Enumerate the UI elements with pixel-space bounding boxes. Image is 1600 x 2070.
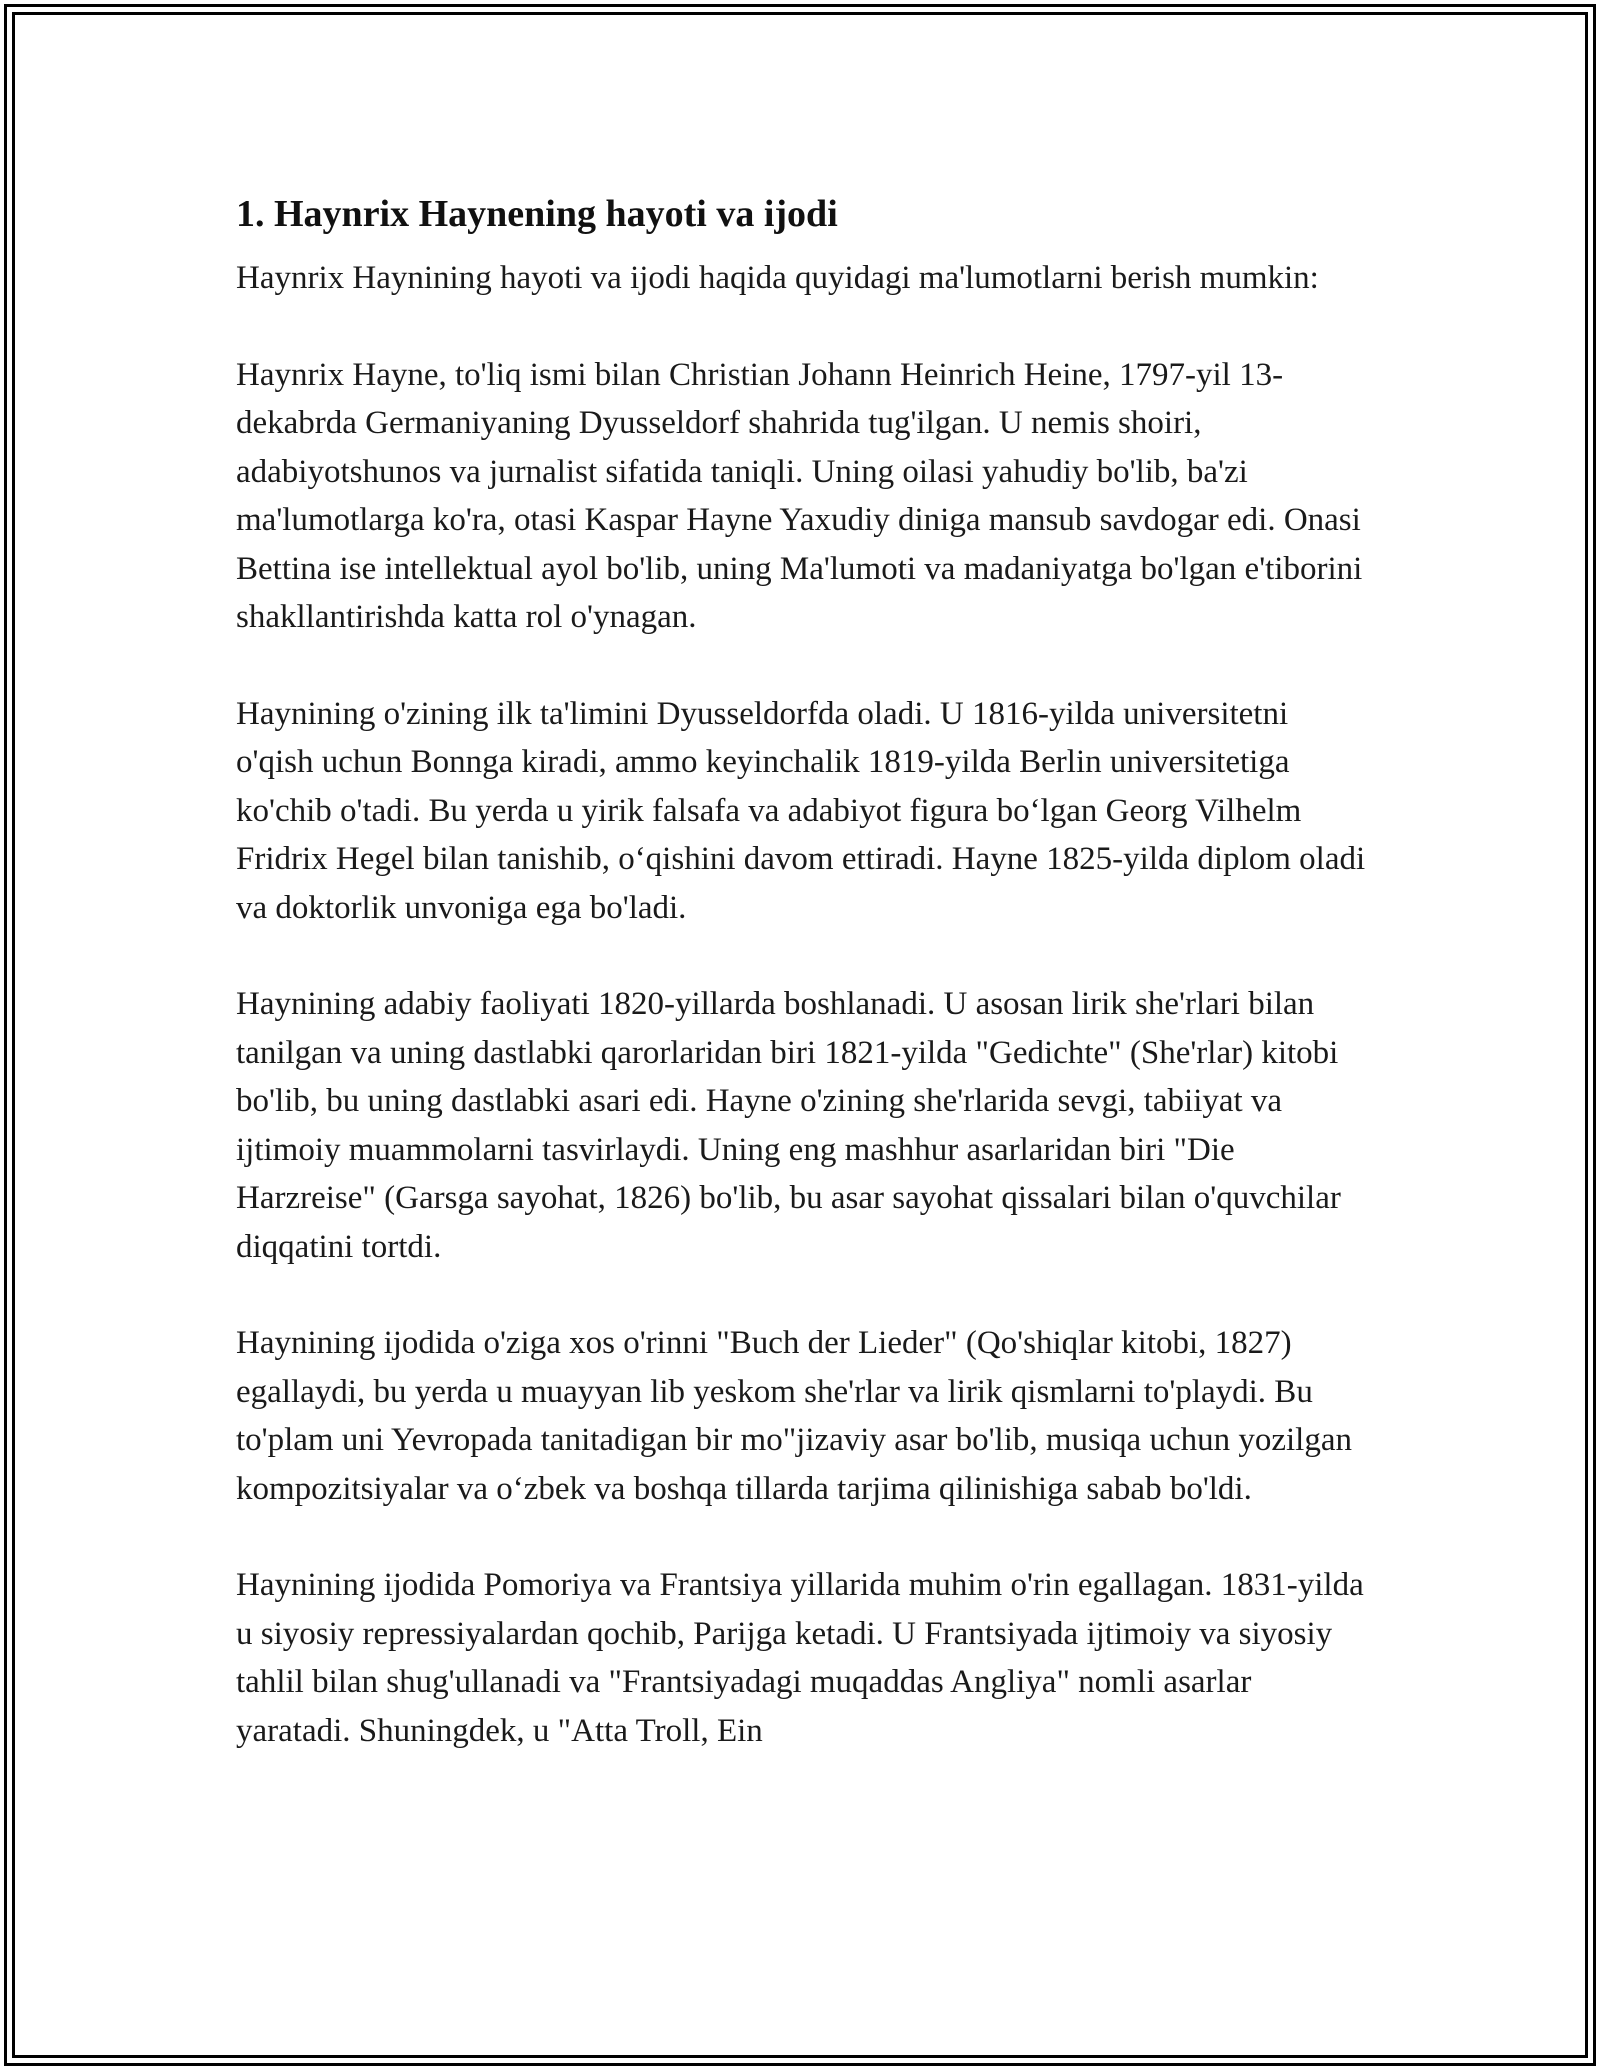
intro-paragraph: Haynrix Haynining hayoti va ijodi haqida quyidagi ma'lumotlarni berish mumkin:	[236, 260, 1319, 296]
section-heading: 1. Haynrix Haynening hayoti va ijodi	[236, 193, 838, 235]
document-body	[236, 186, 1366, 1803]
education-paragraph: Haynining o'zining ilk ta'limini Dyusseldorfda oladi. U 1816-yilda universitetni o'qish uchun Bonnga kiradi, ammo keyinchalik 1819-yilda Berlin universitetiga ko'chib o'tadi. Bu yerda u yirik falsafa va adabiyot figura bo‘lgan Georg Vilhelm Fridrix Hegel bilan tanishib, o‘qishini davom ettiradi. Hayne 1825-yilda diplom oladi va doktorlik unvoniga ega bo'ladi.	[236, 695, 1366, 926]
buch-der-lieder-paragraph: Haynining ijodida o'ziga xos o'rinni "Buch der Lieder" (Qo'shiqlar kitobi, 1827) egallaydi, bu yerda u muayyan lib yeskom she'rlar va lirik qismlarni to'playdi. Bu to'plam uni Yevropada tanitadigan bir mo"jizaviy asar bo'lib, musiqa uchun yozilgan kompozitsiyalar va o‘zbek va boshqa tillarda tarjima qilinishiga sabab bo'ldi.	[236, 1325, 1352, 1507]
literary-career-paragraph: Haynining adabiy faoliyati 1820-yillarda boshlanadi. U asosan lirik she'rlari bilan tanilgan va uning dastlabki qarorlaridan biri 1821-yilda "Gedichte" (She'rlar) kitobi bo'lib, bu uning dastlabki asari edi. Hayne o'zining she'rlarida sevgi, tabiiyat va ijtimoiy muammolarni tasvirlaydi. Uning eng mashhur asarlaridan biri "Die Harzreise" (Garsga sayohat, 1826) bo'lib, bu asar sayohat qissalari bilan o'quvchilar diqqatini tortdi.	[236, 986, 1341, 1265]
france-years-paragraph: Haynining ijodida Pomoriya va Frantsiya yillarida muhim o'rin egallagan. 1831-yilda u siyosiy repressiyalardan qochib, Parijga ketadi. U Frantsiyada ijtimoiy va siyosiy tahlil bilan shug'ullanadi va "Frantsiyadagi muqaddas Angliya" nomli asarlar yaratadi. Shuningdek, u "Atta Troll, Ein	[236, 1567, 1364, 1749]
biography-paragraph: Haynrix Hayne, to'liq ismi bilan Christian Johann Heinrich Heine, 1797-yil 13-dekabrda Germaniyaning Dyusseldorf shahrida tug'ilgan. U nemis shoiri, adabiyotshunos va jurnalist sifatida taniqli. Uning oilasi yahudiy bo'lib, ba'zi ma'lumotlarga ko'ra, otasi Kaspar Hayne Yaxudiy diniga mansub savdogar edi. Onasi Bettina ise intellektual ayol bo'lib, uning Ma'lumoti va madaniyatga bo'lgan e'tiborini shakllantirishda katta rol o'ynagan.	[236, 356, 1363, 635]
